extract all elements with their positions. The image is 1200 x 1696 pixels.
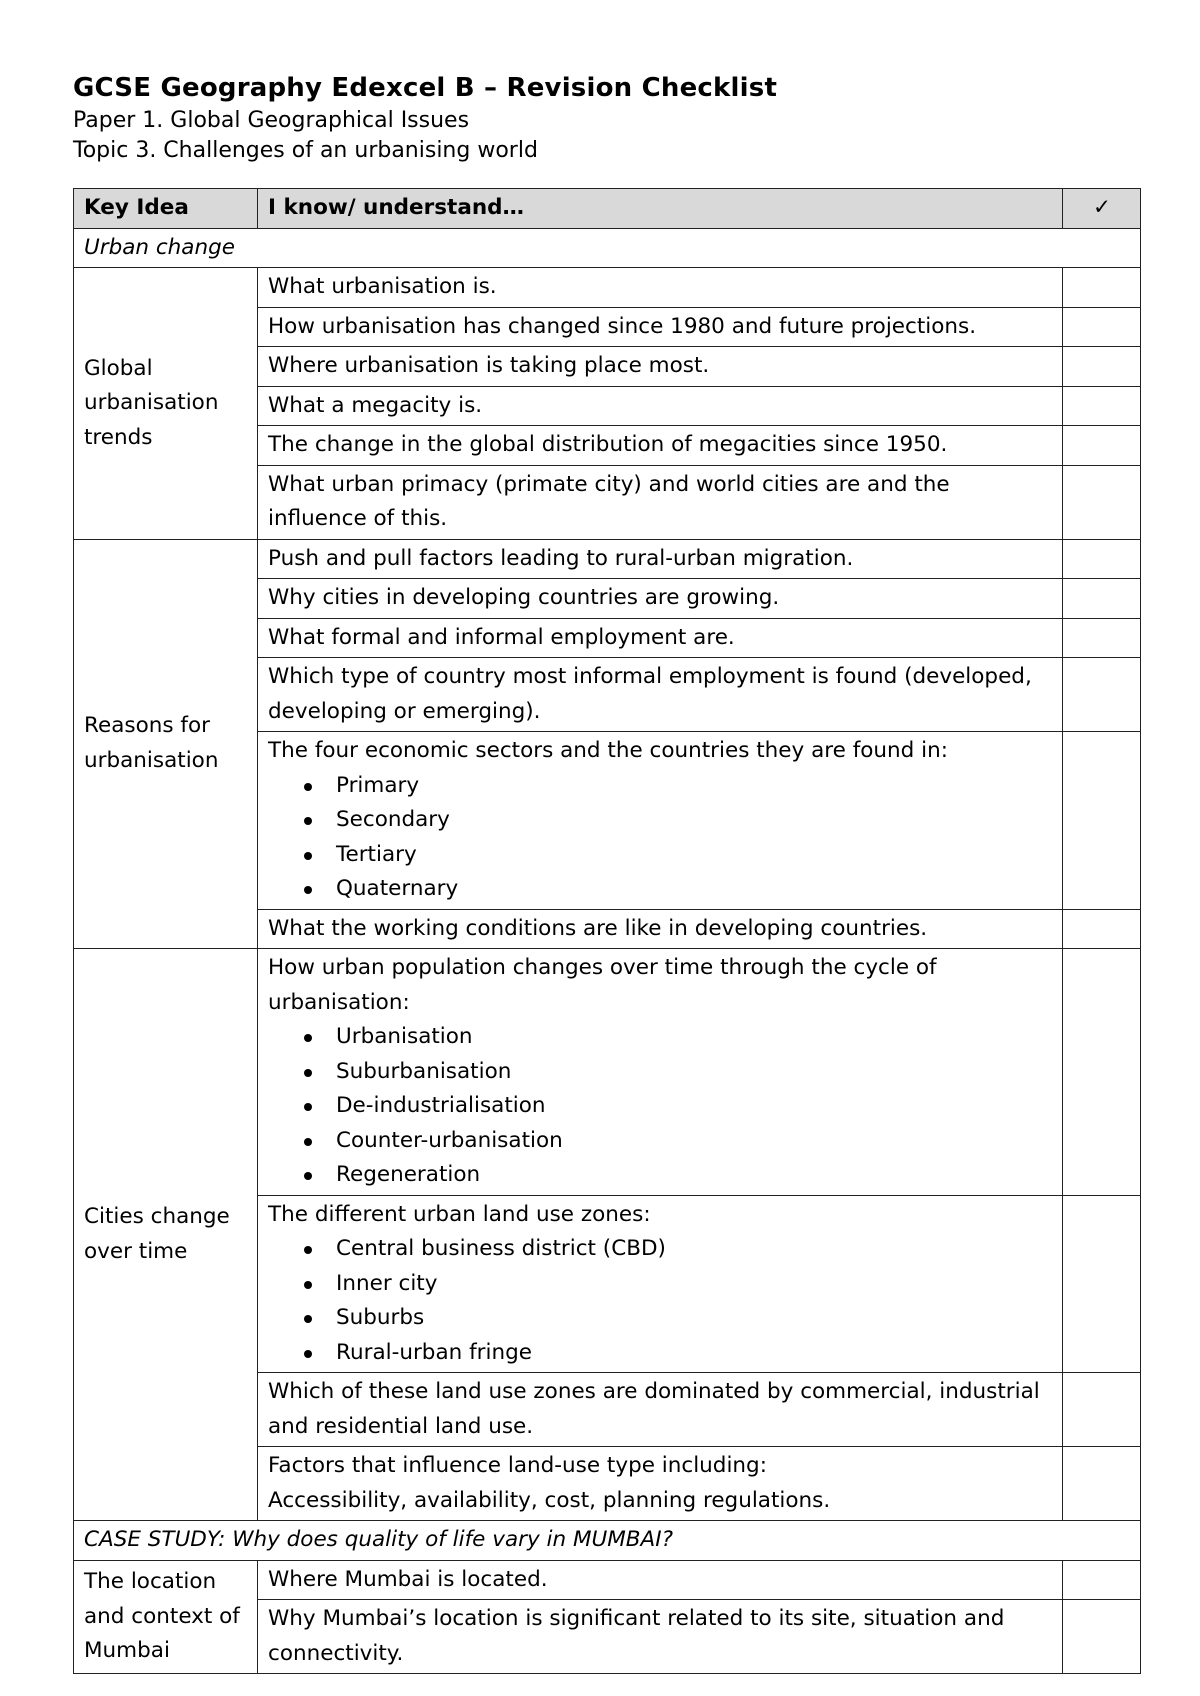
checklist-item bbox=[258, 1447, 1063, 1521]
checklist-item: What formal and informal employment are. bbox=[258, 618, 1063, 658]
paper-subtitle: Paper 1. Global Geographical Issues bbox=[73, 108, 470, 133]
tick-box[interactable] bbox=[1063, 949, 1141, 1196]
checklist-item: Push and pull factors leading to rural-urban migration. bbox=[258, 539, 1063, 579]
header-key-idea: Key Idea bbox=[74, 189, 258, 229]
section-urban-change: Urban change bbox=[74, 228, 1141, 268]
revision-checklist-table bbox=[73, 188, 1141, 1674]
tick-box[interactable] bbox=[1063, 1600, 1141, 1674]
checklist-item: Which type of country most informal employment is found (developed, developing or emerging). bbox=[258, 658, 1063, 732]
tick-box[interactable] bbox=[1063, 465, 1141, 539]
key-idea-cities-change: Cities change over time bbox=[74, 949, 258, 1521]
bullet-list bbox=[268, 1020, 1053, 1193]
item-line: Accessibility, availability, cost, planning regulations. bbox=[268, 1487, 831, 1513]
header-tick: ✓ bbox=[1063, 189, 1141, 229]
key-idea-reasons-urbanisation: Reasons for urbanisation bbox=[74, 539, 258, 949]
bullet-item: Central business district (CBD) bbox=[336, 1232, 1053, 1267]
checklist-item bbox=[258, 949, 1063, 1196]
checklist-item bbox=[258, 732, 1063, 910]
checklist-item: Why Mumbai’s location is significant related to its site, situation and connectivity. bbox=[258, 1600, 1063, 1674]
tick-box[interactable] bbox=[1063, 426, 1141, 466]
tick-box[interactable] bbox=[1063, 539, 1141, 579]
key-idea-global-urbanisation: Global urbanisation trends bbox=[74, 268, 258, 540]
bullet-item: Urbanisation bbox=[336, 1020, 1053, 1055]
checklist-item: Why cities in developing countries are growing. bbox=[258, 579, 1063, 619]
table-row bbox=[74, 268, 1141, 308]
bullet-item: Primary bbox=[336, 769, 1053, 804]
bullet-item: Rural-urban fringe bbox=[336, 1336, 1053, 1371]
checklist-item: What urbanisation is. bbox=[258, 268, 1063, 308]
bullet-item: Secondary bbox=[336, 803, 1053, 838]
checklist-item: What urban primacy (primate city) and world cities are and the influence of this. bbox=[258, 465, 1063, 539]
page-header bbox=[73, 70, 1139, 166]
tick-box[interactable] bbox=[1063, 579, 1141, 619]
checklist-item: What a megacity is. bbox=[258, 386, 1063, 426]
tick-box[interactable] bbox=[1063, 1373, 1141, 1447]
bullet-item: Regeneration bbox=[336, 1158, 1053, 1193]
tick-box[interactable] bbox=[1063, 386, 1141, 426]
tick-box[interactable] bbox=[1063, 732, 1141, 910]
tick-box[interactable] bbox=[1063, 268, 1141, 308]
checklist-item: Where Mumbai is located. bbox=[258, 1560, 1063, 1600]
item-intro: The four economic sectors and the countries they are found in: bbox=[268, 738, 948, 763]
tick-box[interactable] bbox=[1063, 1447, 1141, 1521]
table-row bbox=[74, 539, 1141, 579]
section-row bbox=[74, 1521, 1141, 1561]
bullet-item: Suburbanisation bbox=[336, 1055, 1053, 1090]
checklist-item: Which of these land use zones are dominated by commercial, industrial and residential land use. bbox=[258, 1373, 1063, 1447]
tick-box[interactable] bbox=[1063, 347, 1141, 387]
tick-box[interactable] bbox=[1063, 1195, 1141, 1373]
table-row bbox=[74, 1560, 1141, 1600]
bullet-item: Tertiary bbox=[336, 838, 1053, 873]
tick-box[interactable] bbox=[1063, 307, 1141, 347]
header-understand: I know/ understand… bbox=[258, 189, 1063, 229]
table-header-row bbox=[74, 189, 1141, 229]
checklist-item bbox=[258, 1195, 1063, 1373]
tick-box[interactable] bbox=[1063, 909, 1141, 949]
bullet-item: Quaternary bbox=[336, 872, 1053, 907]
checklist-item: The change in the global distribution of megacities since 1950. bbox=[258, 426, 1063, 466]
bullet-item: Suburbs bbox=[336, 1301, 1053, 1336]
bullet-item: Inner city bbox=[336, 1267, 1053, 1302]
tick-box[interactable] bbox=[1063, 658, 1141, 732]
item-line: Factors that influence land-use type including: bbox=[268, 1453, 767, 1478]
section-row bbox=[74, 228, 1141, 268]
checklist-item: Where urbanisation is taking place most. bbox=[258, 347, 1063, 387]
table-row bbox=[74, 949, 1141, 1196]
document-title: GCSE Geography Edexcel B – Revision Checklist bbox=[73, 73, 778, 103]
bullet-list bbox=[268, 1232, 1053, 1370]
checklist-item: What the working conditions are like in developing countries. bbox=[258, 909, 1063, 949]
tick-box[interactable] bbox=[1063, 1560, 1141, 1600]
topic-subtitle: Topic 3. Challenges of an urbanising world bbox=[73, 138, 538, 163]
item-intro: The different urban land use zones: bbox=[268, 1201, 651, 1227]
bullet-list bbox=[268, 769, 1053, 907]
key-idea-mumbai: The location and context of Mumbai bbox=[74, 1560, 258, 1674]
section-case-study: CASE STUDY: Why does quality of life vary in MUMBAI? bbox=[74, 1521, 1141, 1561]
item-intro: How urban population changes over time through the cycle of urbanisation: bbox=[268, 955, 937, 1015]
bullet-item: De-industrialisation bbox=[336, 1089, 1053, 1124]
checklist-item: How urbanisation has changed since 1980 and future projections. bbox=[258, 307, 1063, 347]
bullet-item: Counter-urbanisation bbox=[336, 1124, 1053, 1159]
tick-box[interactable] bbox=[1063, 618, 1141, 658]
